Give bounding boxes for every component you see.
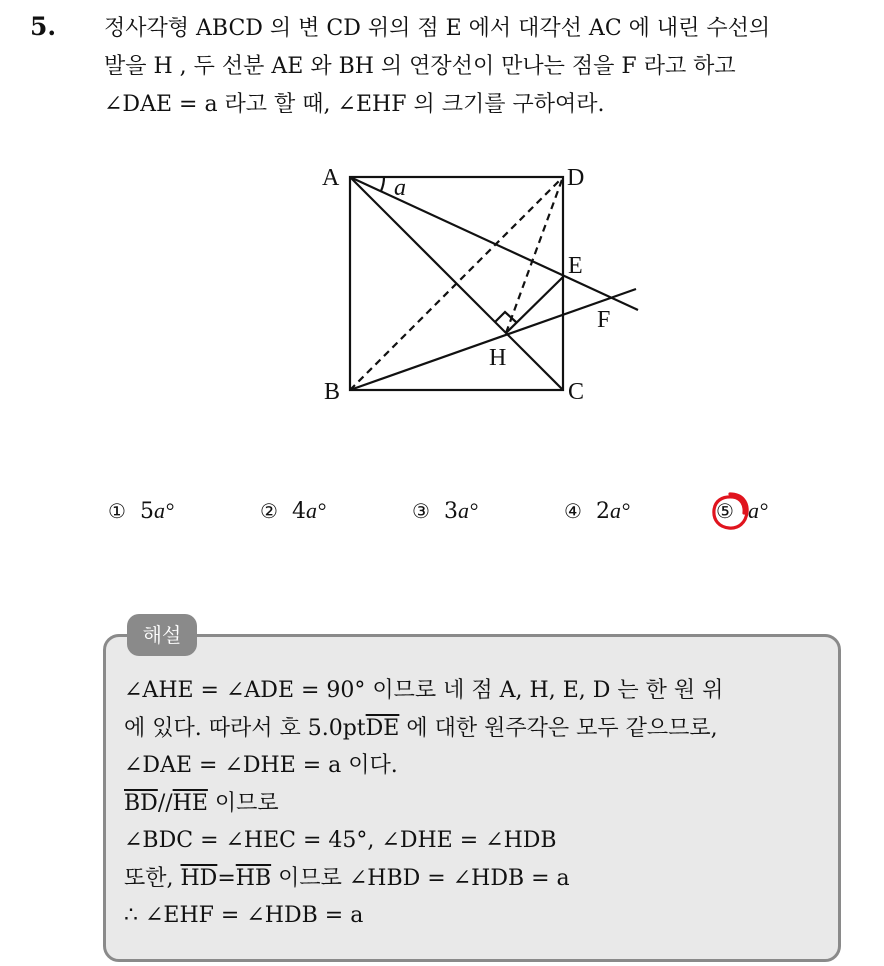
solution-line: 또한, $\overline{HD}=\overline{HB}$ 이므로 ∠HBD = ∠HDB = a bbox=[124, 865, 570, 891]
choice-mark: ④ bbox=[564, 499, 582, 523]
solution-line: 에 있다. 따라서 호 $5.0pt\overline{DE}$ 에 대한 원주각은 모두 같으므로, bbox=[124, 715, 718, 741]
label-f: F bbox=[597, 307, 611, 333]
label-e: E bbox=[568, 253, 583, 279]
choice-value: 5 bbox=[139, 499, 154, 524]
choice-1[interactable] bbox=[108, 498, 174, 524]
choice-unit: a° bbox=[305, 498, 326, 523]
choice-mark: ① bbox=[108, 499, 126, 523]
label-c: C bbox=[568, 379, 585, 405]
choice-2[interactable] bbox=[260, 498, 326, 524]
choice-value: 3 bbox=[443, 499, 458, 524]
selected-answer-circle-icon bbox=[708, 489, 752, 533]
choice-5[interactable] bbox=[716, 498, 768, 524]
label-d: D bbox=[567, 165, 585, 191]
answer-choices bbox=[108, 498, 808, 538]
solution-line: $\overline{BD}//\overline{HE}$ 이므로 bbox=[124, 790, 279, 816]
problem-statement bbox=[104, 10, 874, 124]
segment-hd: $\overline{HD}$ bbox=[180, 865, 218, 891]
choice-mark: ⑤ bbox=[716, 499, 734, 523]
question-number: 5. bbox=[30, 12, 57, 41]
problem-line: ∠DAE = a 라고 할 때, ∠EHF 의 크기를 구하여라. bbox=[104, 92, 605, 117]
problem-line: 발을 H , 두 선분 AE 와 BH 의 연장선이 만나는 점을 F 라고 하고 bbox=[104, 54, 736, 79]
dashed-hd bbox=[506, 177, 563, 333]
choice-mark: ③ bbox=[412, 499, 430, 523]
angle-arc bbox=[381, 177, 384, 191]
choice-value: 4 bbox=[291, 499, 306, 524]
solution-line: ∴ ∠EHF = ∠HDB = a bbox=[124, 903, 364, 928]
solution-line: ∠DAE = ∠DHE = a 이다. bbox=[124, 753, 398, 778]
segment-hb: $\overline{HB}$ bbox=[235, 865, 272, 891]
solution-line: ∠AHE = ∠ADE = 90° 이므로 네 점 A, H, E, D 는 한 원 위 bbox=[124, 678, 724, 703]
choice-mark: ② bbox=[260, 499, 278, 523]
choice-unit: a° bbox=[153, 498, 174, 523]
choice-4[interactable] bbox=[564, 498, 630, 524]
choice-3[interactable] bbox=[412, 498, 478, 524]
line-bh-extended bbox=[350, 289, 636, 390]
label-b: B bbox=[324, 379, 341, 405]
choice-unit: a° bbox=[609, 498, 630, 523]
label-h: H bbox=[489, 345, 507, 371]
solution-line: ∠BDC = ∠HEC = 45°, ∠DHE = ∠HDB bbox=[124, 828, 557, 853]
geometry-figure bbox=[318, 155, 648, 415]
choice-unit: a° bbox=[747, 498, 768, 523]
choice-unit: a° bbox=[457, 498, 478, 523]
segment-he: $\overline{HE}$ bbox=[172, 790, 208, 816]
label-angle-a: a bbox=[394, 175, 406, 201]
solution-text bbox=[124, 672, 824, 935]
solution-tag: 해설 bbox=[127, 614, 197, 656]
arc-de: $\overline{DE}$ bbox=[365, 715, 400, 741]
segment-bd: $\overline{BD}$ bbox=[124, 790, 158, 816]
choice-value: 2 bbox=[595, 499, 610, 524]
label-a: A bbox=[322, 165, 340, 191]
problem-line: 정사각형 ABCD 의 변 CD 위의 점 E 에서 대각선 AC 에 내린 수선의 bbox=[104, 16, 771, 41]
